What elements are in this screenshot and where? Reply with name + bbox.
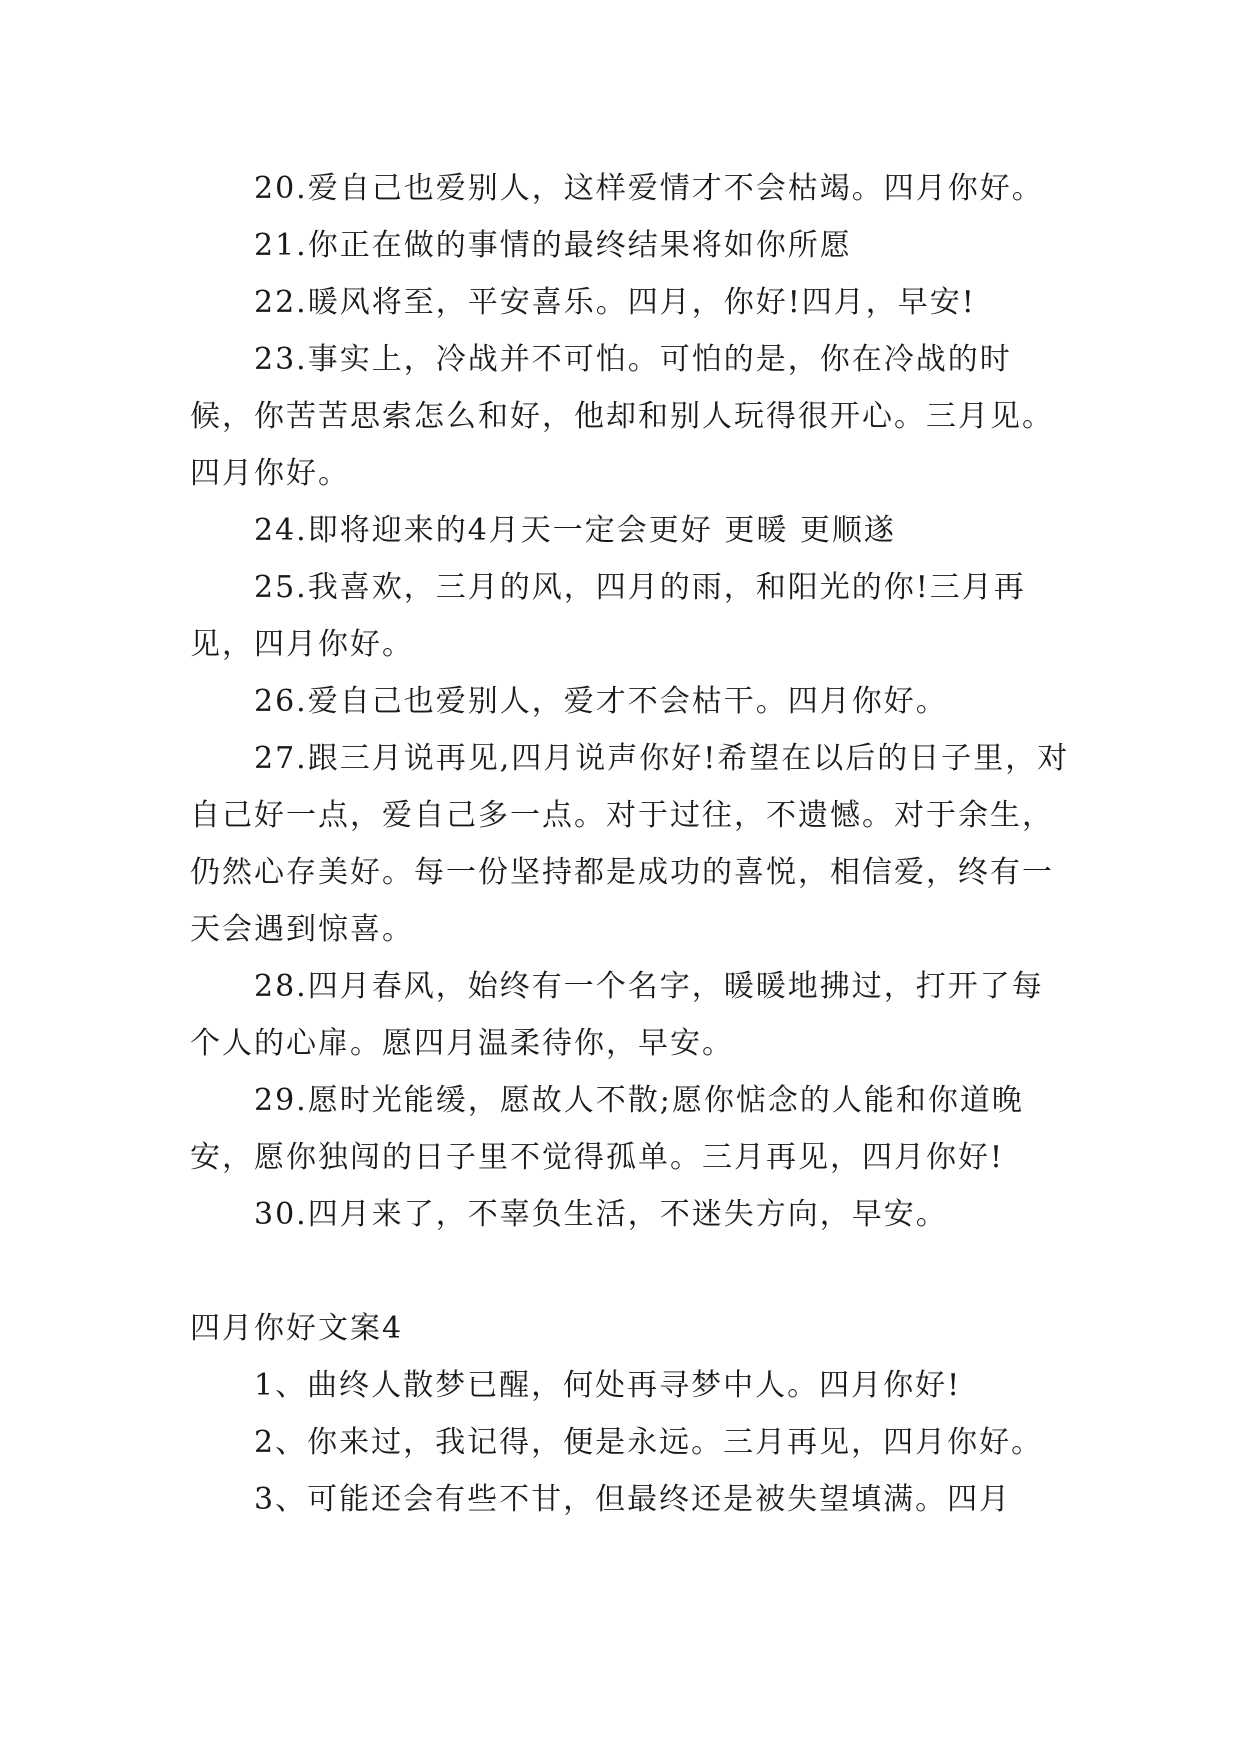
list-item-1: 1、曲终人散梦已醒，何处再寻梦中人。四月你好!	[254, 1368, 962, 1403]
list-item-20: 20.爱自己也爱别人，这样爱情才不会枯竭。四月你好。	[254, 171, 1044, 206]
list-item-23: 23.事实上，冷战并不可怕。可怕的是，你在冷战的时候，你苦苦思索怎么和好，他却和别人玩得很开心。三月见。四月你好。	[190, 342, 1054, 491]
section-heading: 四月你好文案4	[190, 1311, 404, 1346]
list-item-21: 21.你正在做的事情的最终结果将如你所愿	[254, 228, 852, 263]
list-item-26: 26.爱自己也爱别人，爱才不会枯干。四月你好。	[254, 684, 948, 719]
list-item-29: 29.愿时光能缓，愿故人不散;愿你惦念的人能和你道晚安，愿你独闯的日子里不觉得孤单。三月再见，四月你好!	[190, 1083, 1024, 1175]
list-item-24: 24.即将迎来的4月天一定会更好 更暖 更顺遂	[254, 513, 896, 548]
list-item-30: 30.四月来了，不辜负生活，不迷失方向，早安。	[254, 1197, 948, 1232]
list-item-3: 3、可能还会有些不甘，但最终还是被失望填满。四月	[254, 1482, 1012, 1517]
list-item-2: 2、你来过，我记得，便是永远。三月再见，四月你好。	[254, 1425, 1044, 1460]
list-item-27: 27.跟三月说再见,四月说声你好!希望在以后的日子里，对自己好一点，爱自己多一点。对于过往，不遗憾。对于余生，仍然心存美好。每一份坚持都是成功的喜悦，相信爱，终有一天会遇到惊喜。	[190, 741, 1070, 947]
list-item-22: 22.暖风将至，平安喜乐。四月，你好!四月，早安!	[254, 285, 976, 320]
list-item-28: 28.四月春风，始终有一个名字，暖暖地拂过，打开了每个人的心扉。愿四月温柔待你，早安。	[190, 969, 1044, 1061]
list-item-25: 25.我喜欢，三月的风，四月的雨，和阳光的你!三月再见，四月你好。	[190, 570, 1026, 662]
document-body	[190, 160, 1070, 1528]
